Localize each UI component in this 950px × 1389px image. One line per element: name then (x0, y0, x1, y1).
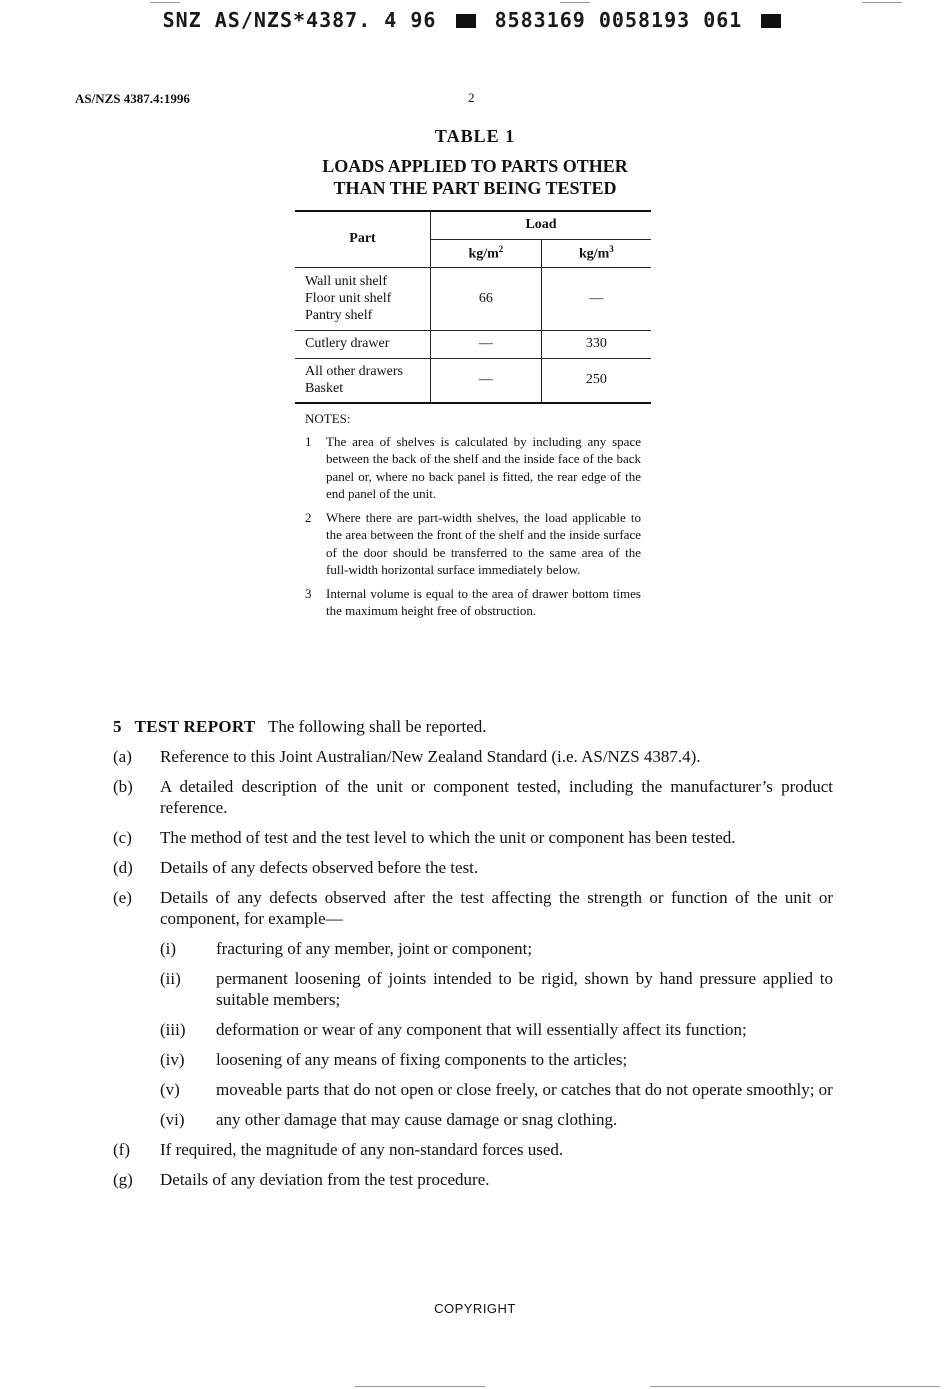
scan-mark (862, 2, 902, 3)
note-item: 3 Internal volume is equal to the area of drawer bottom times the maximum height free of obstruction. (305, 585, 641, 618)
area-load-cell: — (431, 358, 542, 403)
column-header-load: Load (431, 211, 652, 239)
section-title: TEST REPORT (134, 717, 256, 736)
copyright-footer: COPYRIGHT (434, 1301, 516, 1316)
document-code-line (0, 8, 950, 32)
notes-heading: NOTES: (305, 411, 351, 426)
list-item: (c) The method of test and the test level to which the unit or component has been tested. (113, 828, 736, 847)
list-item: (e) Details of any defects observed after the test affecting the strength or function of the unit or component, for example— (113, 888, 833, 928)
list-item: (d) Details of any defects observed before the test. (113, 858, 479, 877)
scan-mark (150, 2, 180, 3)
volume-load-cell: 330 (541, 330, 651, 358)
test-report-section (113, 716, 833, 1199)
table-title (0, 155, 950, 199)
note-item: 2 Where there are part-width shelves, the load applicable to the area between the front of the shelf and the inside surface of the door should be transferred to the same area of the full-width horizontal surface immediately below. (305, 509, 641, 577)
volume-load-cell: — (541, 267, 651, 330)
page-number: 2 (468, 90, 475, 105)
part-cell: Wall unit shelf Floor unit shelf Pantry shelf (295, 267, 431, 330)
note-item: 1 The area of shelves is calculated by including any space between the back of the shelf and the inside face of the back panel or, where no back panel is fitted, the rear edge of the end panel of the unit. (305, 433, 641, 501)
column-header-part: Part (295, 211, 431, 267)
column-header-area-unit: $kg/m^2$ (431, 239, 542, 267)
table-row (295, 267, 651, 330)
scan-mark (650, 1386, 940, 1387)
list-item: (f) If required, the magnitude of any non-standard forces used. (113, 1140, 564, 1159)
sub-list-item: (i) fracturing of any member, joint or component; (160, 939, 533, 958)
section-heading (113, 716, 833, 737)
volume-load-cell: 250 (541, 358, 651, 403)
loads-table (295, 210, 651, 404)
part-cell: All other drawers Basket (295, 358, 431, 403)
area-load-cell: — (431, 330, 542, 358)
block-mark-icon (761, 14, 781, 28)
part-cell: Cutlery drawer (295, 330, 431, 358)
sub-list-item: (ii) permanent loosening of joints intended to be rigid, shown by hand pressure applied to suitable members; (160, 969, 833, 1009)
list-item: (g) Details of any deviation from the test procedure. (113, 1170, 490, 1189)
sub-list-item: (vi) any other damage that may cause damage or snag clothing. (160, 1110, 618, 1129)
standard-reference: AS/NZS 4387.4:1996 (75, 91, 190, 106)
sub-list-item: (v) moveable parts that do not open or close freely, or catches that do not operate smoothly; or (160, 1080, 833, 1099)
document-code-left: SNZ AS/NZS*4387. 4 96 (162, 8, 437, 32)
sub-list-item: (iv) loosening of any means of fixing components to the articles; (160, 1050, 628, 1069)
list-item: (a) Reference to this Joint Australian/New Zealand Standard (i.e. AS/NZS 4387.4). (113, 747, 701, 766)
section-number: 5 (113, 717, 122, 736)
table-title-line: LOADS APPLIED TO PARTS OTHER (322, 156, 628, 176)
area-load-cell: 66 (431, 267, 542, 330)
table-row (295, 358, 651, 403)
document-code-right: 8583169 0058193 061 (494, 8, 743, 32)
sub-list-item: (iii) deformation or wear of any component that will essentially affect its function; (160, 1020, 747, 1039)
list-item: (b) A detailed description of the unit or component tested, including the manufacturer’s product reference. (113, 777, 833, 817)
table-notes (305, 410, 641, 626)
scan-mark (560, 2, 590, 3)
block-mark-icon (456, 14, 476, 28)
table-title-line: THAN THE PART BEING TESTED (333, 178, 617, 198)
table-caption: TABLE 1 (434, 126, 516, 146)
column-header-volume-unit: $kg/m^3$ (541, 239, 651, 267)
scan-mark (355, 1386, 485, 1387)
table-row (295, 330, 651, 358)
section-intro: The following shall be reported. (267, 717, 487, 736)
